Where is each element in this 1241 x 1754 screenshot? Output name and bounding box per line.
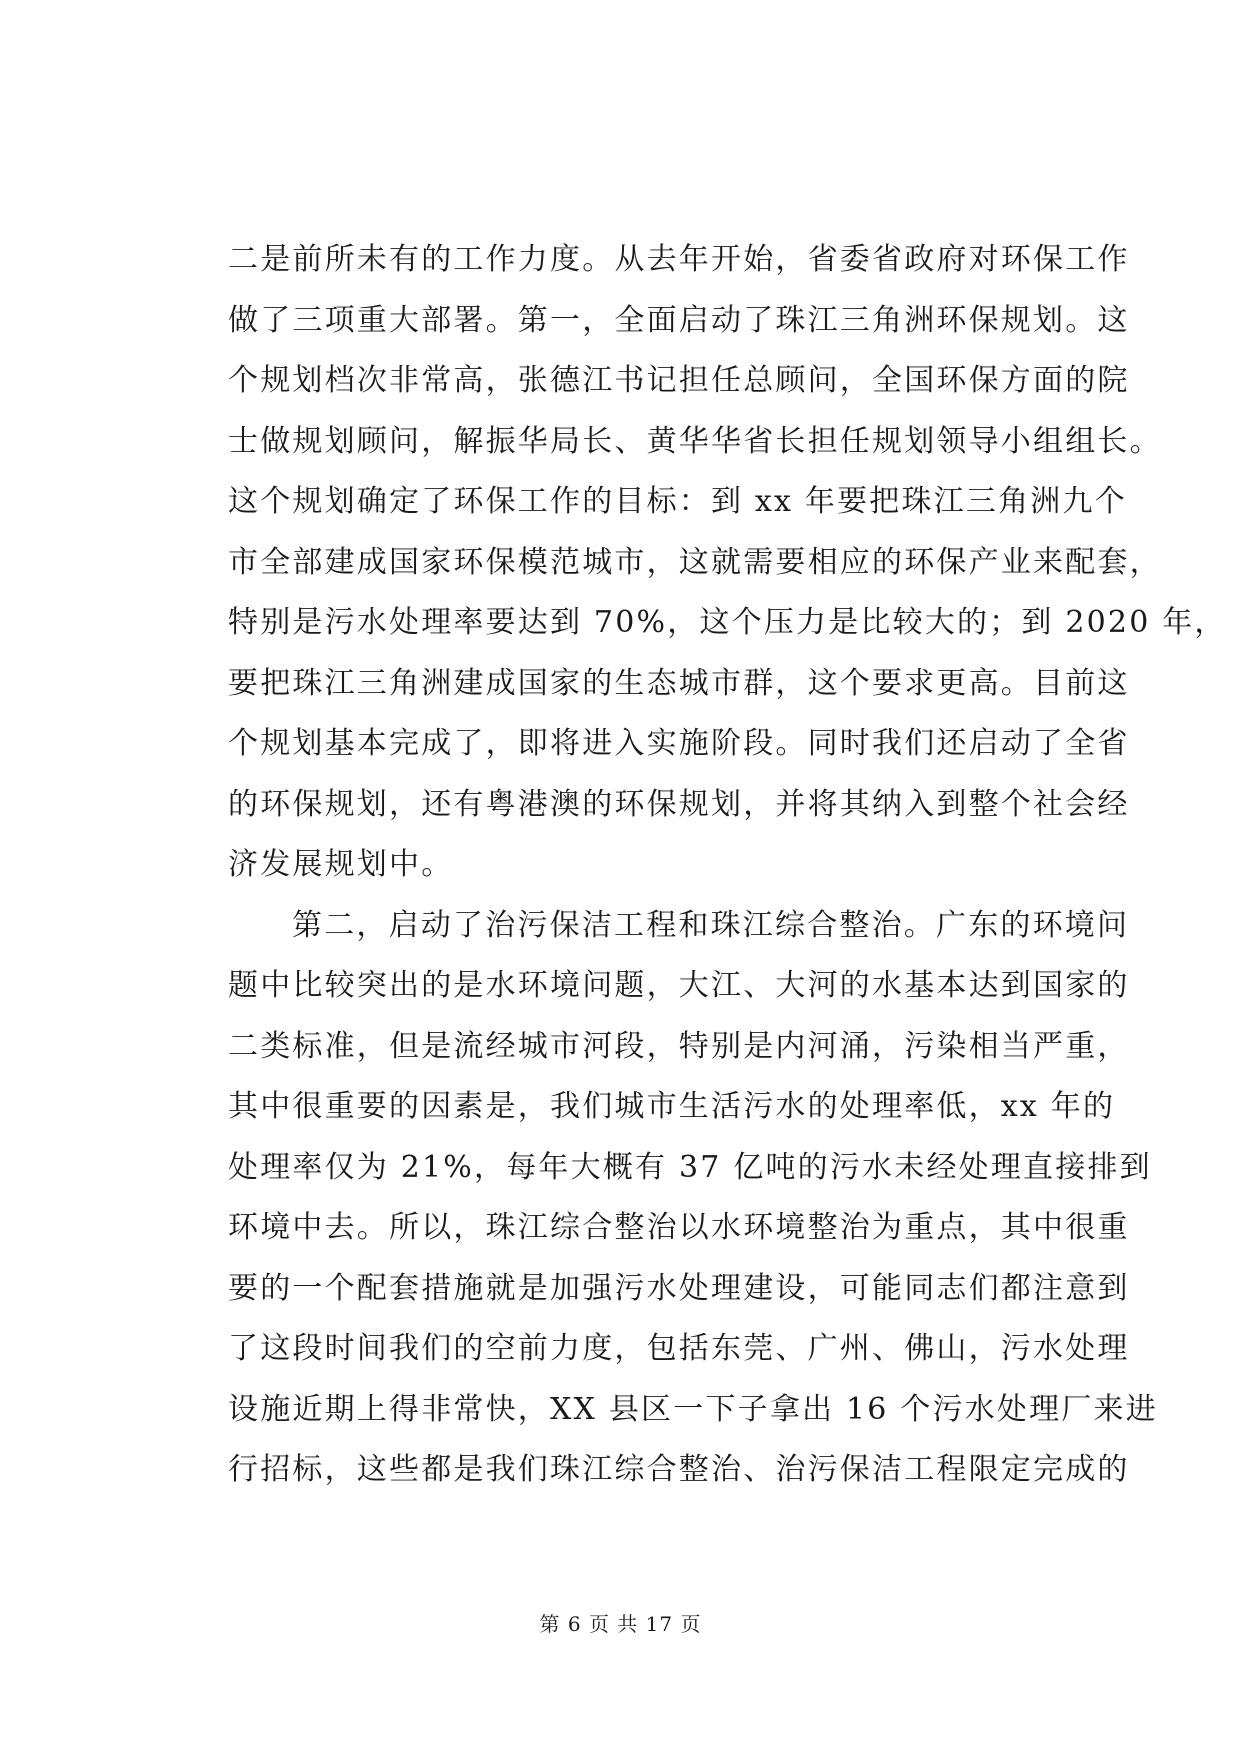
text-line: 个规划基本完成了，即将进入实施阶段。同时我们还启动了全省 bbox=[228, 726, 1130, 761]
text-line: 市全部建成国家环保模范城市，这就需要相应的环保产业来配套， bbox=[228, 544, 1162, 580]
text-line: 设施近期上得非常快，XX 县区一下子拿出 16 个污水处理厂来进 bbox=[228, 1391, 1158, 1427]
text-line: 士做规划顾问，解振华局长、黄华华省长担任规划领导小组组长。 bbox=[228, 423, 1162, 459]
text-line: 题中比较突出的是水环境问题，大江、大河的水基本达到国家的 bbox=[228, 968, 1130, 1003]
text-line: 第二，启动了治污保洁工程和珠江综合整治。广东的环境问 bbox=[292, 907, 1130, 943]
text-line: 要把珠江三角洲建成国家的生态城市群，这个要求更高。目前这 bbox=[228, 665, 1130, 701]
text-line: 要的一个配套措施就是加强污水处理建设，可能同志们都注意到 bbox=[228, 1270, 1130, 1306]
text-line: 其中很重要的因素是，我们城市生活污水的处理率低，xx 年的 bbox=[228, 1089, 1116, 1124]
text-line: 二类标准，但是流经城市河段，特别是内河涌，污染相当严重， bbox=[228, 1028, 1130, 1064]
page-number-footer: 第 6 页 共 17 页 bbox=[539, 1612, 702, 1636]
document-body bbox=[228, 230, 1227, 1501]
paragraph-1 bbox=[228, 230, 1227, 896]
text-line: 处理率仅为 21%，每年大概有 37 亿吨的污水未经处理直接排到 bbox=[228, 1149, 1152, 1185]
text-line: 行招标，这些都是我们珠江综合整治、治污保洁工程限定完成的 bbox=[228, 1452, 1130, 1487]
text-line: 这个规划确定了环保工作的目标：到 xx 年要把珠江三角洲九个 bbox=[228, 484, 1127, 519]
text-line: 二是前所未有的工作力度。从去年开始，省委省政府对环保工作 bbox=[228, 242, 1130, 277]
text-line: 个规划档次非常高，张德江书记担任总顾问，全国环保方面的院 bbox=[228, 363, 1130, 398]
text-line: 济发展规划中。 bbox=[228, 847, 454, 882]
text-line: 做了三项重大部署。第一，全面启动了珠江三角洲环保规划。这 bbox=[228, 302, 1130, 338]
text-line: 了这段时间我们的空前力度，包括东莞、广州、佛山，污水处理 bbox=[228, 1331, 1130, 1366]
text-line: 特别是污水处理率要达到 70%，这个压力是比较大的；到 2020 年， bbox=[228, 605, 1227, 640]
paragraph-2 bbox=[228, 896, 1158, 1501]
text-line: 环境中去。所以，珠江综合整治以水环境整治为重点，其中很重 bbox=[228, 1210, 1130, 1245]
text-line: 的环保规划，还有粤港澳的环保规划，并将其纳入到整个社会经 bbox=[228, 786, 1130, 822]
